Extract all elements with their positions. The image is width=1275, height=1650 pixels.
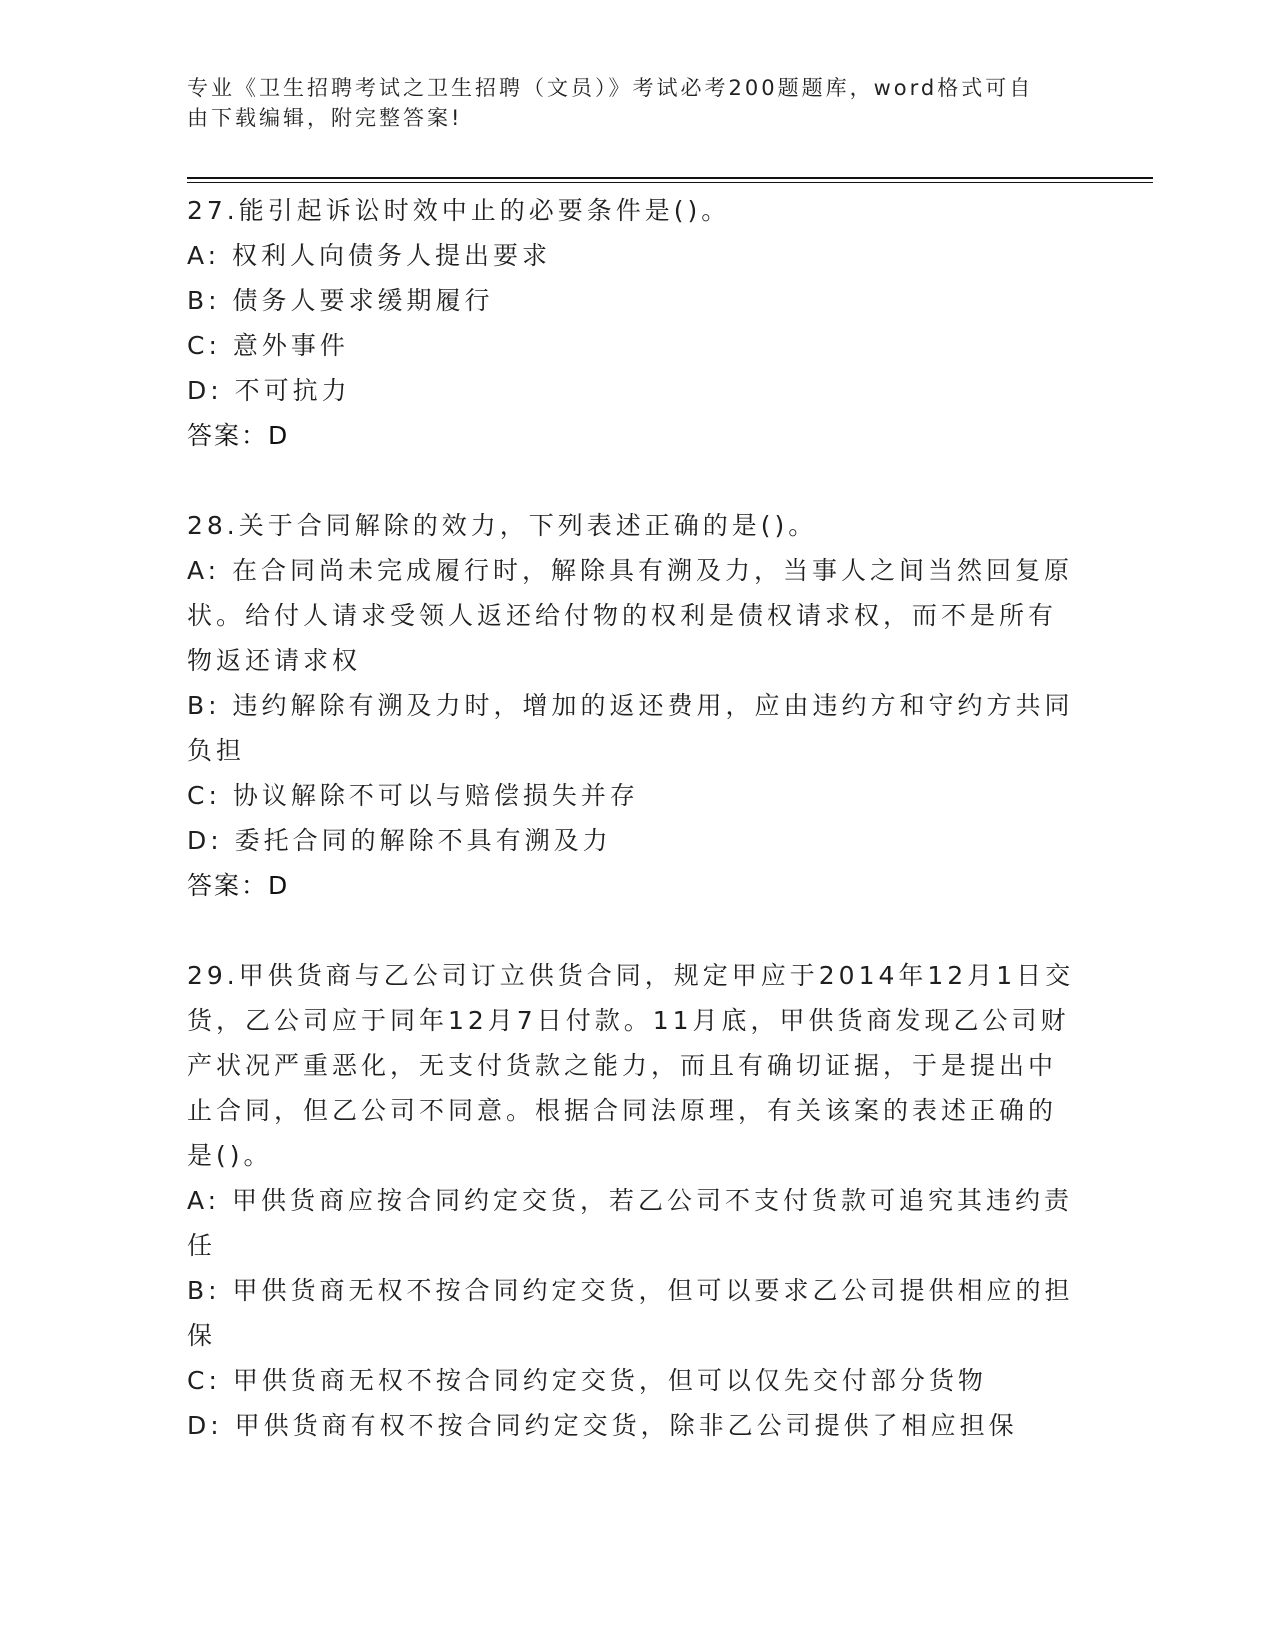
question-stem: 27.能引起诉讼时效中止的必要条件是()。: [187, 196, 731, 225]
option-b: B: 债务人要求缓期履行: [187, 286, 494, 315]
answer-line: 答案：D: [187, 421, 290, 450]
answer-line: 答案：D: [187, 871, 290, 900]
header-line-1: 专业《卫生招聘考试之卫生招聘（文员）》考试必考200题题库，word格式可自: [187, 76, 1034, 100]
option-a-line-2: 任: [187, 1231, 217, 1260]
option-d: D: 甲供货商有权不按合同约定交货，除非乙公司提供了相应担保: [187, 1411, 1018, 1440]
question-list: [187, 188, 1087, 1448]
header-divider-thin: [187, 182, 1153, 183]
option-a: A: 权利人向债务人提出要求: [187, 241, 552, 270]
header-line-2: 由下载编辑，附完整答案!: [187, 106, 463, 130]
document-header: [187, 73, 1087, 133]
question-stem-line-3: 产状况严重恶化，无支付货款之能力，而且有确切证据，于是提出中: [187, 1051, 1058, 1080]
option-d: D: 不可抗力: [187, 376, 351, 405]
question-27: [187, 188, 1087, 458]
question-spacer: [187, 458, 1087, 503]
question-stem-line-5: 是()。: [187, 1141, 273, 1170]
question-spacer: [187, 908, 1087, 953]
option-d: D: 委托合同的解除不具有溯及力: [187, 826, 612, 855]
question-stem-line-4: 止合同，但乙公司不同意。根据合同法原理，有关该案的表述正确的: [187, 1096, 1058, 1125]
question-stem: 28.关于合同解除的效力，下列表述正确的是()。: [187, 511, 818, 540]
option-c: C: 协议解除不可以与赔偿损失并存: [187, 781, 639, 810]
question-stem-line-2: 货，乙公司应于同年12月7日付款。11月底，甲供货商发现乙公司财: [187, 1006, 1070, 1035]
option-b-line-2: 保: [187, 1321, 217, 1350]
option-a-line-2: 状。给付人请求受领人返还给付物的权利是债权请求权，而不是所有: [187, 601, 1058, 630]
option-a-line-3: 物返还请求权: [187, 646, 362, 675]
question-stem-line-1: 29.甲供货商与乙公司订立供货合同，规定甲应于2014年12月1日交: [187, 961, 1075, 990]
option-c: C: 意外事件: [187, 331, 349, 360]
option-b-line-1: B: 违约解除有溯及力时，增加的返还费用，应由违约方和守约方共同: [187, 691, 1074, 720]
option-a-line-1: A: 甲供货商应按合同约定交货，若乙公司不支付货款可追究其违约责: [187, 1186, 1074, 1215]
question-28: [187, 503, 1087, 908]
option-b-line-1: B: 甲供货商无权不按合同约定交货，但可以要求乙公司提供相应的担: [187, 1276, 1074, 1305]
header-divider-thick: [187, 177, 1153, 179]
option-b-line-2: 负担: [187, 736, 246, 765]
option-a-line-1: A: 在合同尚未完成履行时，解除具有溯及力，当事人之间当然回复原: [187, 556, 1074, 585]
question-29: [187, 953, 1087, 1448]
option-c: C: 甲供货商无权不按合同约定交货，但可以仅先交付部分货物: [187, 1366, 987, 1395]
